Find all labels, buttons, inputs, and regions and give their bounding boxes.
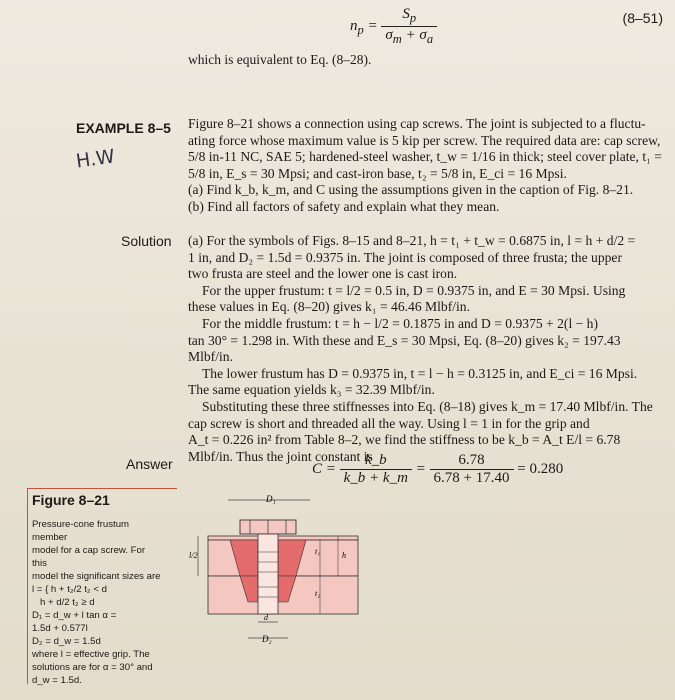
solution-line: A_t = 0.226 in² from Table 8–2, we find the stiffness to be k_b = A_t E/l = 6.78 [188,432,621,448]
frustum-figure [188,492,368,652]
example-line: 5/8 in, E_s = 30 Mpsi; and cast-iron base, t₂ = 5/8 in, E_ci = 16 Mpsi. [188,165,567,181]
solution-line: Substituting these three stiffnesses into Eq. (8–18) gives k_m = 17.40 Mlbf/in. The [202,398,653,414]
caption-line: D₂ = d_w = 1.5d [32,636,101,647]
example-label: EXAMPLE 8–5 [76,120,171,136]
solution-line: 1 in, and D₂ = 1.5d = 0.9375 in. The joint is composed of three frusta; the upper [188,249,622,265]
caption-line: model the significant sizes are [32,571,161,582]
solution-line: The same equation yields k₃ = 32.39 Mlbf/in. [188,382,435,398]
equation-number: (8–51) [622,10,663,26]
example-line: ating force whose maximum value is 5 kip per screw. The required data are: cap screw, [188,132,661,148]
solution-line: two frusta are steel and the lower one is cast iron. [188,266,458,282]
caption-line: Pressure-cone frustum member [32,519,130,543]
bolt-shank [258,534,278,614]
example-line: (a) Find k_b, k_m, and C using the assumptions given in the caption of Fig. 8–21. [188,182,634,198]
answer-label: Answer [126,456,173,472]
solution-line: For the middle frustum: t = h − l/2 = 0.1875 in and D = 0.9375 + 2(l − h) [202,315,599,331]
figure-rule-side [27,488,28,684]
example-line: (b) Find all factors of safety and explain what they mean. [188,198,500,214]
caption-line: h + d/2 t₂ ≥ d [40,597,95,608]
solution-label: Solution [121,233,172,249]
d-label: d [264,613,268,622]
l-half-label: l/2 [189,551,198,560]
solution-line: tan 30° = 1.298 in. With these and E_s = 30 Mpsi, Eq. (8–20) gives k₂ = 197.43 Mlbf/in. [188,332,621,365]
solution-line: cap screw is short and threaded all the way. Using l = 1 in for the grip and [188,415,590,431]
figure-label: Figure 8–21 [32,492,110,508]
caption-line: D₁ = d_w + l tan α = [32,610,117,621]
h-label: h [342,551,346,560]
caption-line: l = { h + t₂/2 t₂ < d [32,584,107,595]
example-line: Figure 8–21 shows a connection using cap screws. The joint is subjected to a fluctu- [188,116,646,131]
d2-label: D₂ [262,634,272,644]
solution-line: (a) For the symbols of Figs. 8–15 and 8–21, h = t₁ + t_w = 0.6875 in, l = h + d/2 = [188,233,636,248]
caption-line: 1.5d + 0.577l [32,623,88,634]
d1-label: D₁ [266,494,276,504]
joint-constant-equation: C = $\frac{k\_b}{k\_b + k\_m}$ = $\frac{6.78}{6.78 + 17.40}$ = 0.280 [312,452,564,486]
t2-label: t₂ [315,589,321,598]
solution-line: For the upper frustum: t = l/2 = 0.5 in, D = 0.9375 in, and E = 30 Mpsi. Using [202,282,626,298]
solution-line: these values in Eq. (8–20) gives k₁ = 46.46 Mlbf/in. [188,299,470,315]
caption-line: solutions are for α = 30° and [32,662,153,673]
solution-line: The lower frustum has D = 0.9375 in, t = l − h = 0.3125 in, and E_ci = 16 Mpsi. [202,365,638,381]
washer [208,536,358,540]
caption-line: model for a cap screw. For this [32,545,146,569]
caption-line: d_w = 1.5d. [32,675,82,686]
figure-caption [32,518,162,687]
solution-line: Mlbf/in. Thus the joint constant is [188,448,373,464]
figure-rule-top [27,488,177,489]
equivalent-text: which is equivalent to Eq. (8–28). [188,52,372,67]
caption-line: where l = effective grip. The [32,649,150,660]
t1-label: t₁ [315,547,321,556]
example-text [188,116,668,216]
safety-factor-equation: $n_p$ = $\frac{S_p}{\sigma_m + \sigma_a}$ [350,6,437,47]
example-line: 5/8 in-11 NC, SAE 5; hardened-steel washer, t_w = 1/16 in thick; steel cover plate, t₁ = [188,149,662,165]
solution-text [188,233,668,465]
handwritten-note: H.W [74,145,117,173]
